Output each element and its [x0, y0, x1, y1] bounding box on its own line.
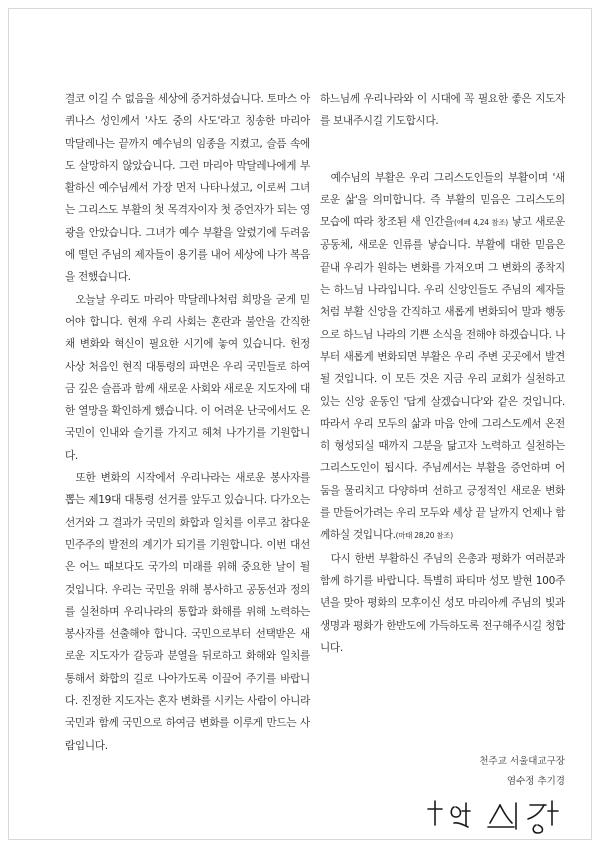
bible-reference: (마태 28,20 참조) — [395, 531, 453, 541]
paragraph: 하느님께 우리나라와 이 시대에 꼭 필요한 좋은 지도자를 보내주시길 기도합시다. — [320, 93, 565, 128]
bible-reference: (에페 4,24 참조) — [453, 218, 508, 228]
paragraph: 또한 변화의 시작에서 우리나라는 새로운 봉사자를 뽑는 제19대 대통령 선거를 앞두고 있습니다. 다가오는 선거와 그 결과가 국민의 화합과 일치를 이루고 참다운 민주주의 발전의 계기가 되기를 기원합니다. 이번 대선은 어느 때보다도 국가의 미래를 위해 중요한 날이 될 것입니다. 우리는 국민을 위해 봉사하고 공동선과 정의를 실천하며 우리나라의 통합과 화해를 위해 노력하는 봉사자를 선출해야 합니다. 국민으로부터 선택받은 새로운 지도자가 갈등과 분열을 뒤로하고 화해와 일치를 통해서 화합의 길로 나아가도록 이끌어 주기를 바랍니다. 진정한 지도자는 혼자 변화를 시키는 사람이 아니라 국민과 함께 국민으로 하여금 변화를 이루게 만드는 사람입니다. — [65, 472, 310, 752]
paragraph — [320, 167, 565, 548]
left-column — [65, 88, 310, 757]
handwritten-signature — [420, 795, 570, 835]
paragraph: 오늘날 우리도 마리아 막달레나처럼 희망을 굳게 믿어야 합니다. 현재 우리 사회는 혼란과 불안을 간직한 채 변화와 혁신이 필요한 시기에 놓여 있습니다. 헌정 사상 처음인 현직 대통령의 파면은 우리 국민들로 하여금 깊은 슬픔과 함께 새로운 사회와 새로운 지도자에 대한 열망을 확인하게 했습니다. 이 어려운 난국에서도 온 국민이 인내와 슬기를 가지고 헤쳐 나가기를 기원합니다. — [65, 293, 310, 462]
paragraph-text: 예수님의 부활은 우리 그리스도인들의 부활이며 '새로운 삶'을 의미합니다. 즉 부활의 믿음은 그리스도의 모습에 따라 창조된 새 인간을 — [320, 171, 565, 229]
author-block — [420, 752, 565, 792]
paragraph-text: 낳고 새로운 공동체, 새로운 인류를 낳습니다. 부활에 대한 믿음은 끝내 우리가 원하는 변화를 가져오며 그 변화의 종착지는 하느님 나라입니다. 우리 신앙인들도 주님의 제자들처럼 부활 신앙을 간직하고 새롭게 변화되어 말과 행동으로 하느님 나라의 기쁜 소식을 전해야 하겠습니다. 나부터 새롭게 변화되면 부활은 우리 주변 곳곳에서 발견될 것입니다. 이 모든 것은 지금 우리 교회가 실천하고 있는 신앙 운동인 '답게 살겠습니다'와 같은 것입니다. 따라서 우리 모두의 삶과 마음 안에 그리스도께서 온전히 형성되실 때까지 그분을 닮고자 노력하고 실천하는 그리스도인이 됩시다. 주님께서는 부활을 증언하며 어둠을 물리치고 다양하며 선하고 긍정적인 새로운 변화를 만들어가려는 우리 모두와 세상 끝 날까지 언제나 함께하실 것입니다. — [320, 216, 565, 542]
author-name: 염수정 추기경 — [506, 776, 565, 787]
paragraph: 결코 이길 수 없음을 세상에 증거하셨습니다. 토마스 아퀴나스 성인께서 '사도 중의 사도'라고 칭송한 마리아 막달레나는 끝까지 예수님의 임종을 지켰고, 슬픔 속에도 살망하지 않았습니다. 그런 마리아 막달레나에게 부활하신 예수님께서 가장 먼저 나타나셨고, 이로써 그녀는 그리스도 부활의 첫 목격자이자 첫 증언자가 되는 영광을 안았습니다. 그녀가 예수 부활을 알렸기에 두려움에 떨던 주님의 제자들이 용기를 내어 세상에 나가 복음을 전했습니다. — [65, 93, 310, 284]
right-column — [320, 88, 565, 659]
paragraph: 다시 한번 부활하신 주님의 은총과 평화가 여러분과 함께 하기를 바랍니다. 특별히 파티마 성모 발현 100주년을 맞아 평화의 모후이신 성모 마리아께 주님의 빛과 생명과 평화가 한반도에 가득하도록 전구해주시길 청합니다. — [320, 552, 565, 654]
author-title: 천주교 서울대교구장 — [479, 756, 565, 767]
